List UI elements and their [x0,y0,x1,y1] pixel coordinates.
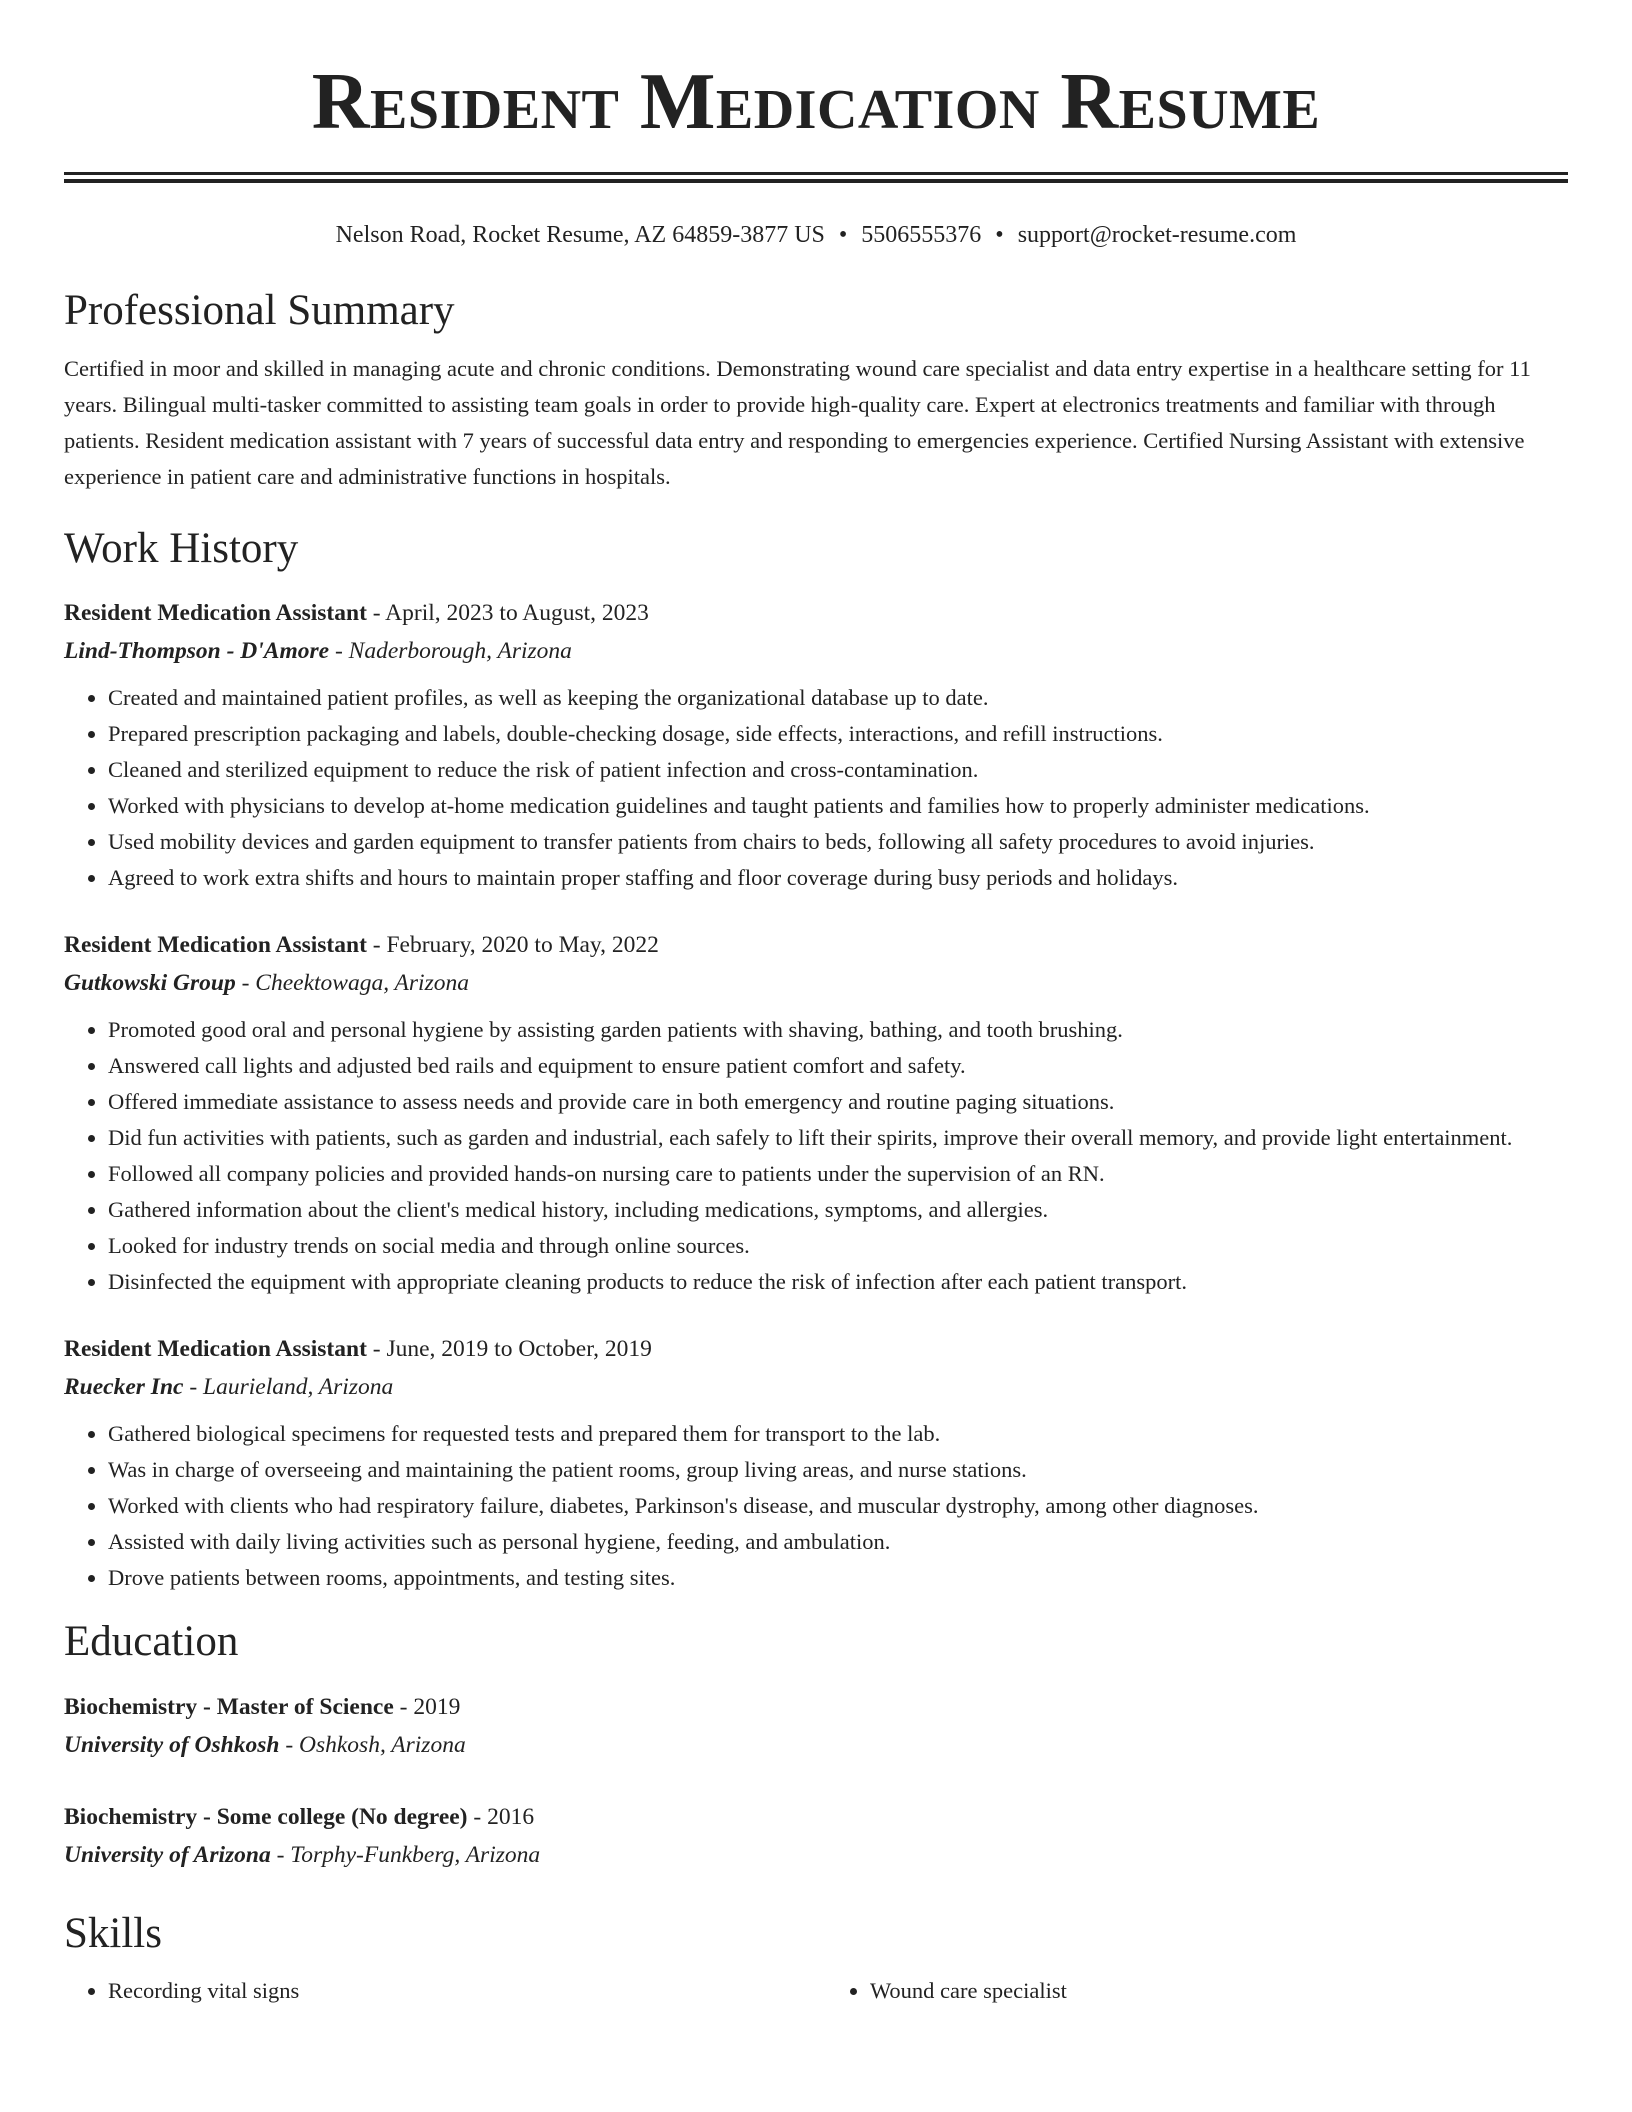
contact-address: Nelson Road, Rocket Resume, AZ 64859-3877 US [335,222,825,248]
contact-separator: • [838,222,848,248]
skill-item: • Wound care specialist [870,1973,1568,2009]
job-dates: - June, 2019 to October, 2019 [366,1336,652,1363]
company-line [64,964,1568,1002]
job-title: Resident Medication Assistant [64,1336,367,1363]
degree-name: Biochemistry - Some college (No degree) [64,1803,468,1830]
list-item: • Was in charge of overseeing and maintaining the patient rooms, group living areas, and nurse stations. [108,1452,1568,1488]
skill-item: • Recording vital signs [108,1973,806,2009]
education-entry-1 [64,1688,1568,1764]
list-item: • Looked for industry trends on social media and through online sources. [108,1228,1568,1264]
education-heading: Education [64,1618,239,1666]
list-item: • Worked with physicians to develop at-home medication guidelines and taught patients and families how to properly administer medications. [108,788,1568,824]
school-location: - Oshkosh, Arizona [279,1731,466,1758]
company-name: Gutkowski Group [64,970,236,997]
list-item: • Prepared prescription packaging and labels, double-checking dosage, side effects, interactions, and refill instructions. [108,716,1568,752]
contact-line [64,219,1568,251]
list-item: • Gathered biological specimens for requested tests and prepared them for transport to the lab. [108,1416,1568,1452]
company-name: Ruecker Inc [64,1374,184,1401]
job-bullets [64,1416,1568,1596]
job-title-line [64,926,1568,964]
list-item: • Drove patients between rooms, appointments, and testing sites. [108,1560,1568,1596]
work-history-heading: Work History [64,524,299,572]
list-item: • Offered immediate assistance to assess needs and provide care in both emergency and routine paging situations. [108,1084,1568,1120]
list-item: • Created and maintained patient profiles, as well as keeping the organizational database up to date. [108,680,1568,716]
degree-line [64,1688,1568,1726]
list-item: • Answered call lights and adjusted bed rails and equipment to ensure patient comfort and safety. [108,1048,1568,1084]
skills-heading: Skills [64,1909,162,1957]
job-title-line [64,594,1568,632]
job-entry-2 [64,926,1568,1300]
resume-page [64,0,1568,2009]
school-name: University of Oshkosh [64,1731,280,1758]
list-item: • Agreed to work extra shifts and hours to maintain proper staffing and floor coverage during busy periods and holidays. [108,860,1568,896]
skills-column-right [826,1973,1568,2009]
school-name: University of Arizona [64,1841,271,1868]
job-dates: - February, 2020 to May, 2022 [366,932,659,959]
list-item: • Gathered information about the client's medical history, including medications, symptoms, and allergies. [108,1192,1568,1228]
school-line [64,1726,1568,1764]
school-location: - Torphy-Funkberg, Arizona [270,1841,541,1868]
skills-column-left [64,1973,806,2009]
contact-email[interactable]: support@rocket-resume.com [1017,222,1297,248]
company-location: - Cheektowaga, Arizona [235,970,469,997]
job-entry-1 [64,594,1568,896]
list-item: • Cleaned and sterilized equipment to reduce the risk of patient infection and cross-contamination. [108,752,1568,788]
contact-phone: 5506555376 [861,222,982,248]
job-title-line [64,1330,1568,1368]
list-item: • Worked with clients who had respiratory failure, diabetes, Parkinson's disease, and muscular dystrophy, among other diagnoses. [108,1488,1568,1524]
skills-grid [64,1973,1568,2009]
company-line [64,1368,1568,1406]
degree-year: - 2016 [467,1803,535,1830]
company-name: Lind-Thompson - D'Amore [64,638,330,665]
job-entry-3 [64,1330,1568,1596]
degree-year: - 2019 [393,1693,461,1720]
title-divider [64,172,1568,183]
contact-separator: • [995,222,1004,248]
list-item: • Assisted with daily living activities such as personal hygiene, feeding, and ambulation. [108,1524,1568,1560]
list-item: • Did fun activities with patients, such as garden and industrial, each safely to lift their spirits, improve their overall memory, and provide light entertainment. [108,1120,1568,1156]
education-entry-2 [64,1798,1568,1874]
degree-name: Biochemistry - Master of Science [64,1693,394,1720]
list-item: • Promoted good oral and personal hygiene by assisting garden patients with shaving, bathing, and tooth brushing. [108,1012,1568,1048]
company-location: - Naderborough, Arizona [329,638,572,665]
job-title: Resident Medication Assistant [64,932,367,959]
resume-title: Resident Medication Resume [311,58,1321,146]
company-location: - Laurieland, Arizona [183,1374,394,1401]
summary-heading: Professional Summary [64,287,455,334]
list-item: • Used mobility devices and garden equipment to transfer patients from chairs to beds, following all safety procedures to avoid injuries. [108,824,1568,860]
job-title: Resident Medication Assistant [64,600,367,627]
job-bullets [64,680,1568,896]
list-item: • Followed all company policies and provided hands-on nursing care to patients under the supervision of an RN. [108,1156,1568,1192]
summary-text: Certified in moor and skilled in managing acute and chronic conditions. Demonstrating wound care specialist and data entry expertise in a healthcare setting for 11 years. Bilingual multi-tasker committed to assisting team goals in order to provide high-quality care. Expert at electronics treatments and familiar with through patients. Resident medication assistant with 7 years of successful data entry and responding to emergencies experience. Certified Nursing Assistant with extensive experience in patient care and administrative functions in hospitals. [64,355,1531,489]
job-bullets [64,1012,1568,1300]
job-dates: - April, 2023 to August, 2023 [366,600,649,627]
degree-line [64,1798,1568,1836]
school-line [64,1836,1568,1874]
list-item: • Disinfected the equipment with appropriate cleaning products to reduce the risk of infection after each patient transport. [108,1264,1568,1300]
company-line [64,632,1568,670]
